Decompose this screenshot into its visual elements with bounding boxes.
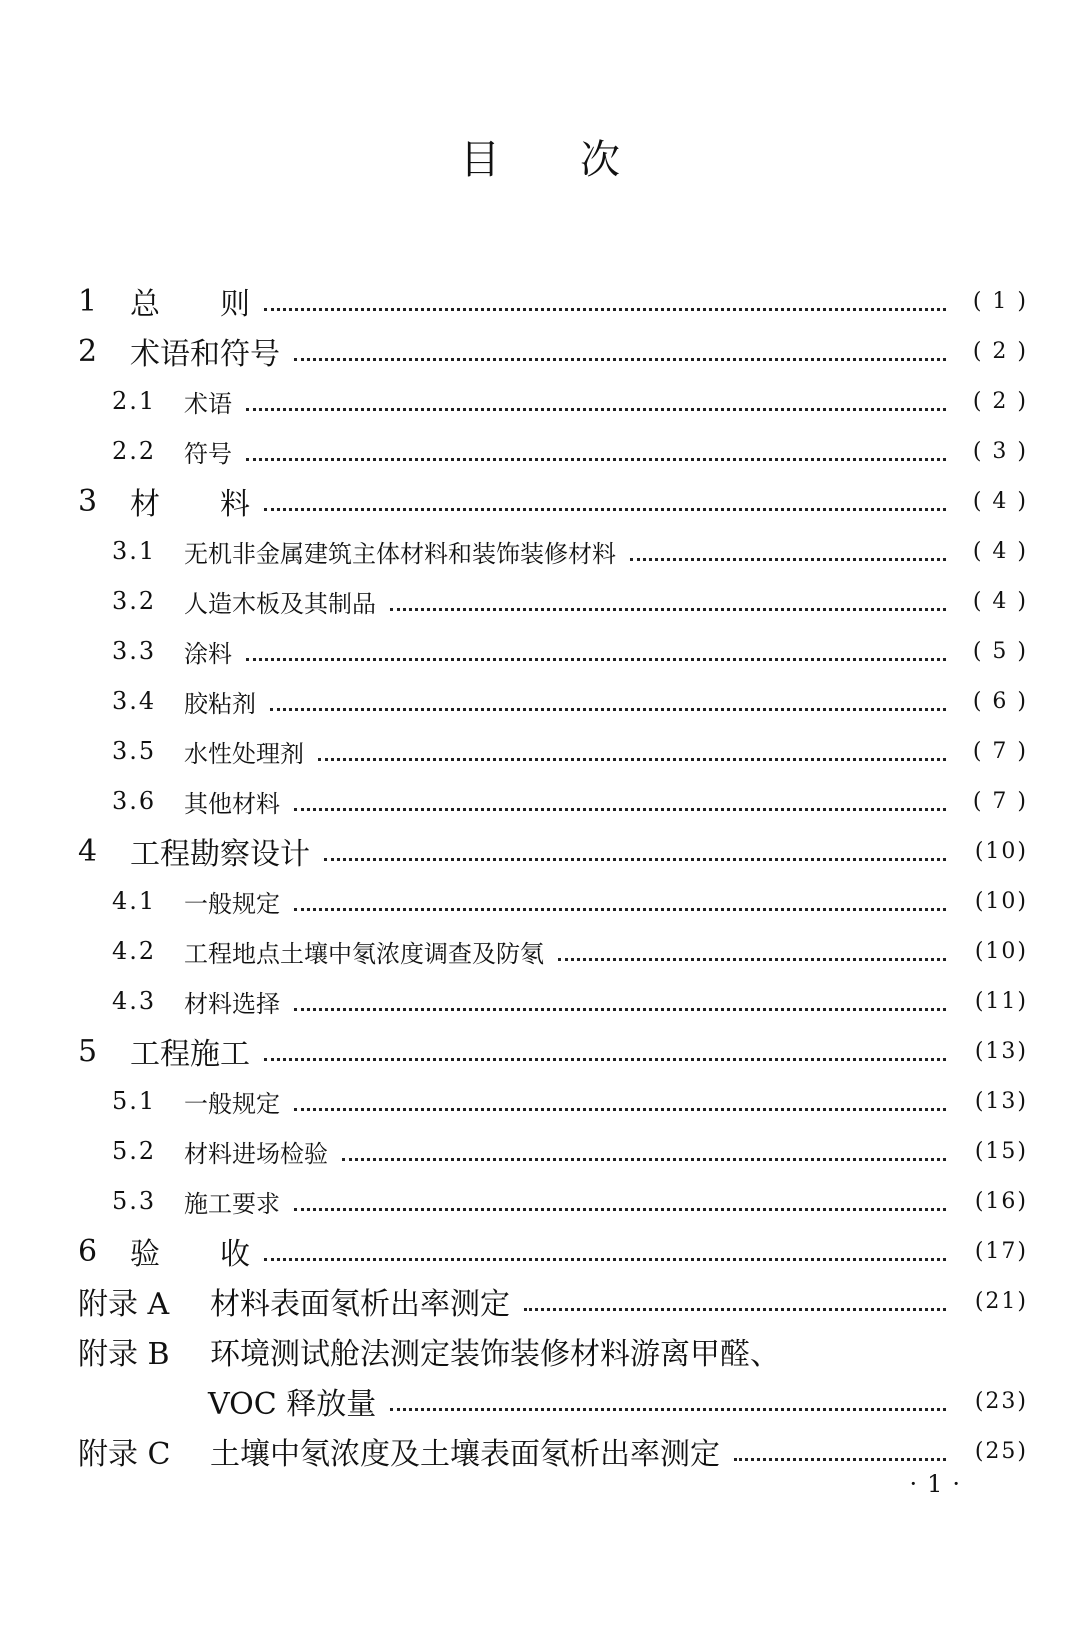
toc-entry-label: 工程施工 xyxy=(130,1037,250,1072)
toc-entry-page: (10) xyxy=(974,938,1028,964)
toc-entry-label: 其他材料 xyxy=(184,789,280,818)
toc-entry-label: 材 料 xyxy=(130,487,250,522)
toc-entry-4[interactable] xyxy=(78,826,1028,876)
toc-entry-appendix-c[interactable] xyxy=(78,1426,1028,1476)
toc-entry-page: (10) xyxy=(974,888,1028,914)
toc-entry-label: 工程地点土壤中氡浓度调查及防氡 xyxy=(184,939,544,968)
toc-entry-page: ( 7 ) xyxy=(972,738,1028,764)
toc-entry-label: 胶粘剂 xyxy=(184,689,256,718)
dot-leader xyxy=(294,1002,946,1011)
toc-entry-appendix-b[interactable] xyxy=(78,1326,1028,1376)
toc-entry-number: 5.2 xyxy=(112,1137,157,1165)
dot-leader xyxy=(630,552,946,561)
toc-entry-label: 工程勘察设计 xyxy=(130,837,310,872)
toc-entry-label: 总 则 xyxy=(130,287,250,322)
toc-entry-page: (23) xyxy=(974,1388,1028,1414)
toc-entry-label: 环境测试舱法测定装饰装修材料游离甲醛、 xyxy=(210,1337,780,1372)
toc-entry-label: 一般规定 xyxy=(184,889,280,918)
toc-entry-page: ( 1 ) xyxy=(972,288,1028,314)
toc-entry-2[interactable] xyxy=(78,326,1028,376)
toc-entry-number: 4 xyxy=(78,833,98,869)
toc-entry-number: 附录 A xyxy=(78,1287,170,1322)
toc-entry-page: (16) xyxy=(974,1188,1028,1214)
toc-entry-label: 符号 xyxy=(184,439,232,468)
dot-leader xyxy=(390,602,946,611)
toc-entry-3-5[interactable] xyxy=(78,726,1028,776)
dot-leader xyxy=(264,1052,946,1061)
dot-leader xyxy=(246,652,946,661)
toc-entry-page: (10) xyxy=(974,838,1028,864)
dot-leader xyxy=(390,1402,946,1411)
toc-entry-5-3[interactable] xyxy=(78,1176,1028,1226)
toc-entry-label: 一般规定 xyxy=(184,1089,280,1118)
toc-entry-3-1[interactable] xyxy=(78,526,1028,576)
toc-entry-number: 3.2 xyxy=(112,587,157,615)
dot-leader xyxy=(270,702,946,711)
toc-entry-number: 3.1 xyxy=(112,537,157,565)
dot-leader xyxy=(734,1452,946,1461)
table-of-contents xyxy=(78,276,1028,1476)
toc-entry-5[interactable] xyxy=(78,1026,1028,1076)
toc-entry-2-2[interactable] xyxy=(78,426,1028,476)
toc-entry-number: 附录 C xyxy=(78,1437,171,1472)
toc-entry-page: ( 2 ) xyxy=(972,338,1028,364)
toc-entry-page: ( 5 ) xyxy=(972,638,1028,664)
dot-leader xyxy=(246,452,946,461)
dot-leader xyxy=(246,402,946,411)
toc-entry-page: (25) xyxy=(974,1438,1028,1464)
toc-entry-page: ( 3 ) xyxy=(972,438,1028,464)
toc-entry-label: 水性处理剂 xyxy=(184,739,304,768)
toc-entry-page: (13) xyxy=(974,1038,1028,1064)
toc-entry-6[interactable] xyxy=(78,1226,1028,1276)
toc-entry-page: (21) xyxy=(974,1288,1028,1314)
toc-entry-label: 验 收 xyxy=(130,1237,250,1272)
dot-leader xyxy=(558,952,946,961)
toc-entry-number: 1 xyxy=(78,283,98,319)
toc-entry-2-1[interactable] xyxy=(78,376,1028,426)
toc-entry-label: 术语和符号 xyxy=(130,337,280,372)
toc-entry-label: 人造木板及其制品 xyxy=(184,589,376,618)
toc-entry-number: 3.6 xyxy=(112,787,157,815)
toc-entry-page: ( 4 ) xyxy=(972,488,1028,514)
toc-entry-page: (17) xyxy=(974,1238,1028,1264)
dot-leader xyxy=(324,852,946,861)
toc-entry-label: 施工要求 xyxy=(184,1189,280,1218)
dot-leader xyxy=(318,752,946,761)
toc-entry-number: 3 xyxy=(78,483,98,519)
toc-entry-4-2[interactable] xyxy=(78,926,1028,976)
toc-entry-5-2[interactable] xyxy=(78,1126,1028,1176)
toc-entry-number: 3.3 xyxy=(112,637,157,665)
page-title: 目次 xyxy=(460,137,700,183)
toc-entry-3-4[interactable] xyxy=(78,676,1028,726)
toc-entry-label: 材料进场检验 xyxy=(184,1139,328,1168)
toc-entry-number: 2 xyxy=(78,333,98,369)
toc-entry-label: 材料表面氡析出率测定 xyxy=(210,1287,510,1322)
toc-entry-3-3[interactable] xyxy=(78,626,1028,676)
toc-entry-appendix-b-continued[interactable] xyxy=(78,1376,1028,1426)
toc-entry-number: 4.3 xyxy=(112,987,157,1015)
toc-entry-number: 3.4 xyxy=(112,687,157,715)
dot-leader xyxy=(294,1102,946,1111)
toc-entry-3[interactable] xyxy=(78,476,1028,526)
page-number: ·1· xyxy=(909,1470,970,1498)
toc-entry-page: ( 4 ) xyxy=(972,538,1028,564)
toc-entry-label: 土壤中氡浓度及土壤表面氡析出率测定 xyxy=(210,1437,720,1472)
toc-entry-number: 5.1 xyxy=(112,1087,157,1115)
toc-entry-page: ( 2 ) xyxy=(972,388,1028,414)
toc-entry-page: (11) xyxy=(974,988,1028,1014)
dot-leader xyxy=(294,902,946,911)
toc-entry-5-1[interactable] xyxy=(78,1076,1028,1126)
toc-entry-number: 2.2 xyxy=(112,437,157,465)
toc-entry-3-6[interactable] xyxy=(78,776,1028,826)
toc-entry-3-2[interactable] xyxy=(78,576,1028,626)
dot-leader xyxy=(264,1252,946,1261)
dot-leader xyxy=(264,502,946,511)
toc-entry-label: 涂料 xyxy=(184,639,232,668)
dot-leader xyxy=(294,1202,946,1211)
toc-entry-number: 4.1 xyxy=(112,887,157,915)
dot-leader xyxy=(264,302,946,311)
dot-leader xyxy=(294,352,946,361)
toc-entry-page: ( 6 ) xyxy=(972,688,1028,714)
toc-entry-number: 附录 B xyxy=(78,1337,170,1372)
toc-entry-number: 6 xyxy=(78,1233,98,1269)
toc-entry-number: 4.2 xyxy=(112,937,157,965)
toc-entry-4-1[interactable] xyxy=(78,876,1028,926)
toc-entry-number: 5 xyxy=(78,1033,98,1069)
toc-entry-page: (15) xyxy=(974,1138,1028,1164)
toc-entry-page: ( 4 ) xyxy=(972,588,1028,614)
toc-entry-label: 材料选择 xyxy=(184,989,280,1018)
toc-entry-number: 3.5 xyxy=(112,737,157,765)
toc-entry-label: VOC 释放量 xyxy=(208,1387,377,1422)
toc-entry-number: 2.1 xyxy=(112,387,157,415)
toc-entry-page: ( 7 ) xyxy=(972,788,1028,814)
toc-entry-number: 5.3 xyxy=(112,1187,157,1215)
toc-entry-label: 术语 xyxy=(184,389,232,418)
dot-leader xyxy=(294,802,946,811)
toc-entry-4-3[interactable] xyxy=(78,976,1028,1026)
dot-leader xyxy=(524,1302,946,1311)
toc-entry-1[interactable] xyxy=(78,276,1028,326)
toc-entry-page: (13) xyxy=(974,1088,1028,1114)
toc-entry-appendix-a[interactable] xyxy=(78,1276,1028,1326)
toc-entry-label: 无机非金属建筑主体材料和装饰装修材料 xyxy=(184,539,616,568)
dot-leader xyxy=(342,1152,946,1161)
